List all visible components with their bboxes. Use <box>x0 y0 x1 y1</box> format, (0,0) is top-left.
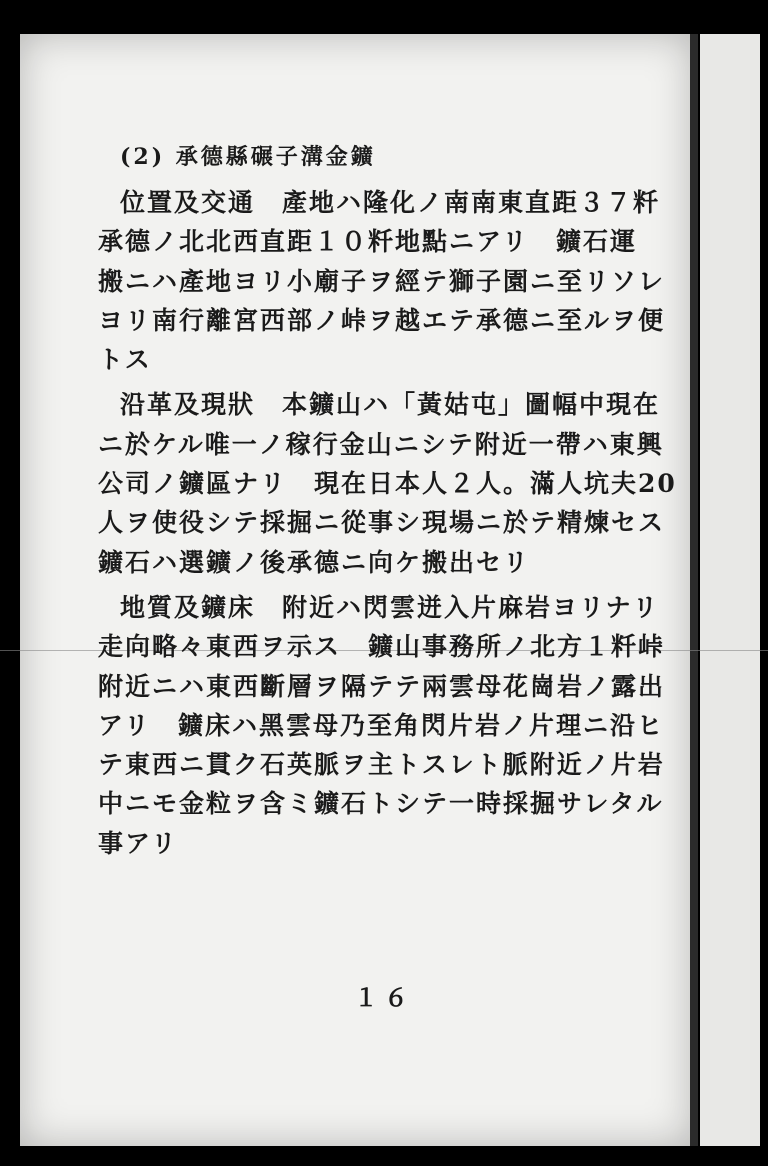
text-line: 位置及交通 產地ハ隆化ノ南南東直距３７粁 <box>120 188 661 217</box>
text-line: ニ於ケル唯一ノ稼行金山ニシテ附近一帶ハ東興 <box>98 429 664 459</box>
text-line: 中ニモ金粒ヲ含ミ鑛石トシテ一時採掘サレタル <box>98 789 664 819</box>
text-line: トス <box>98 345 152 375</box>
text-line: 鑛石ハ選鑛ノ後承德ニ向ケ搬出セリ <box>98 547 531 577</box>
text-line: 地質及鑛床 附近ハ閃雲迸入片麻岩ヨリナリ <box>120 592 660 622</box>
page-number: １６ <box>354 983 414 1012</box>
text-line: 公司ノ鑛區ナリ 現在日本人２人。滿人坑夫20 <box>98 469 677 499</box>
history-paragraph <box>98 385 677 581</box>
text-line: 走向略々東西ヲ示ス 鑛山事務所ノ北方１粁峠 <box>98 632 666 662</box>
geology-paragraph <box>98 588 666 863</box>
text-line: テ東西ニ貫ク石英脈ヲ主トスレト脈附近ノ片岩 <box>98 750 665 780</box>
text-block <box>98 140 677 869</box>
text-line: 人ヲ使役シテ採掘ニ從事シ現場ニ於テ精煉セス <box>98 508 666 538</box>
text-line: 承德ノ北北西直距１０粁地點ニアリ 鑛石運 <box>98 227 638 257</box>
text-line: 沿革及現狀 本鑛山ハ「黃姑屯」圖幅中現在 <box>120 390 661 420</box>
text-line: アリ 鑛床ハ黑雲母乃至角閃片岩ノ片理ニ沿ヒ <box>98 710 665 740</box>
section-heading: (2) 承德縣碾子溝金鑛 <box>120 144 376 170</box>
text-line: 附近ニハ東西斷層ヲ隔テテ兩雲母花崗岩ノ露出 <box>98 671 666 701</box>
text-line: 事アリ <box>98 828 179 858</box>
text-line: 搬ニハ產地ヨリ小廟子ヲ經テ獅子園ニ至リソレ <box>98 266 666 296</box>
location-paragraph <box>98 183 666 379</box>
text-line: ヨリ南行離宮西部ノ峠ヲ越エテ承德ニ至ルヲ便 <box>98 305 666 335</box>
